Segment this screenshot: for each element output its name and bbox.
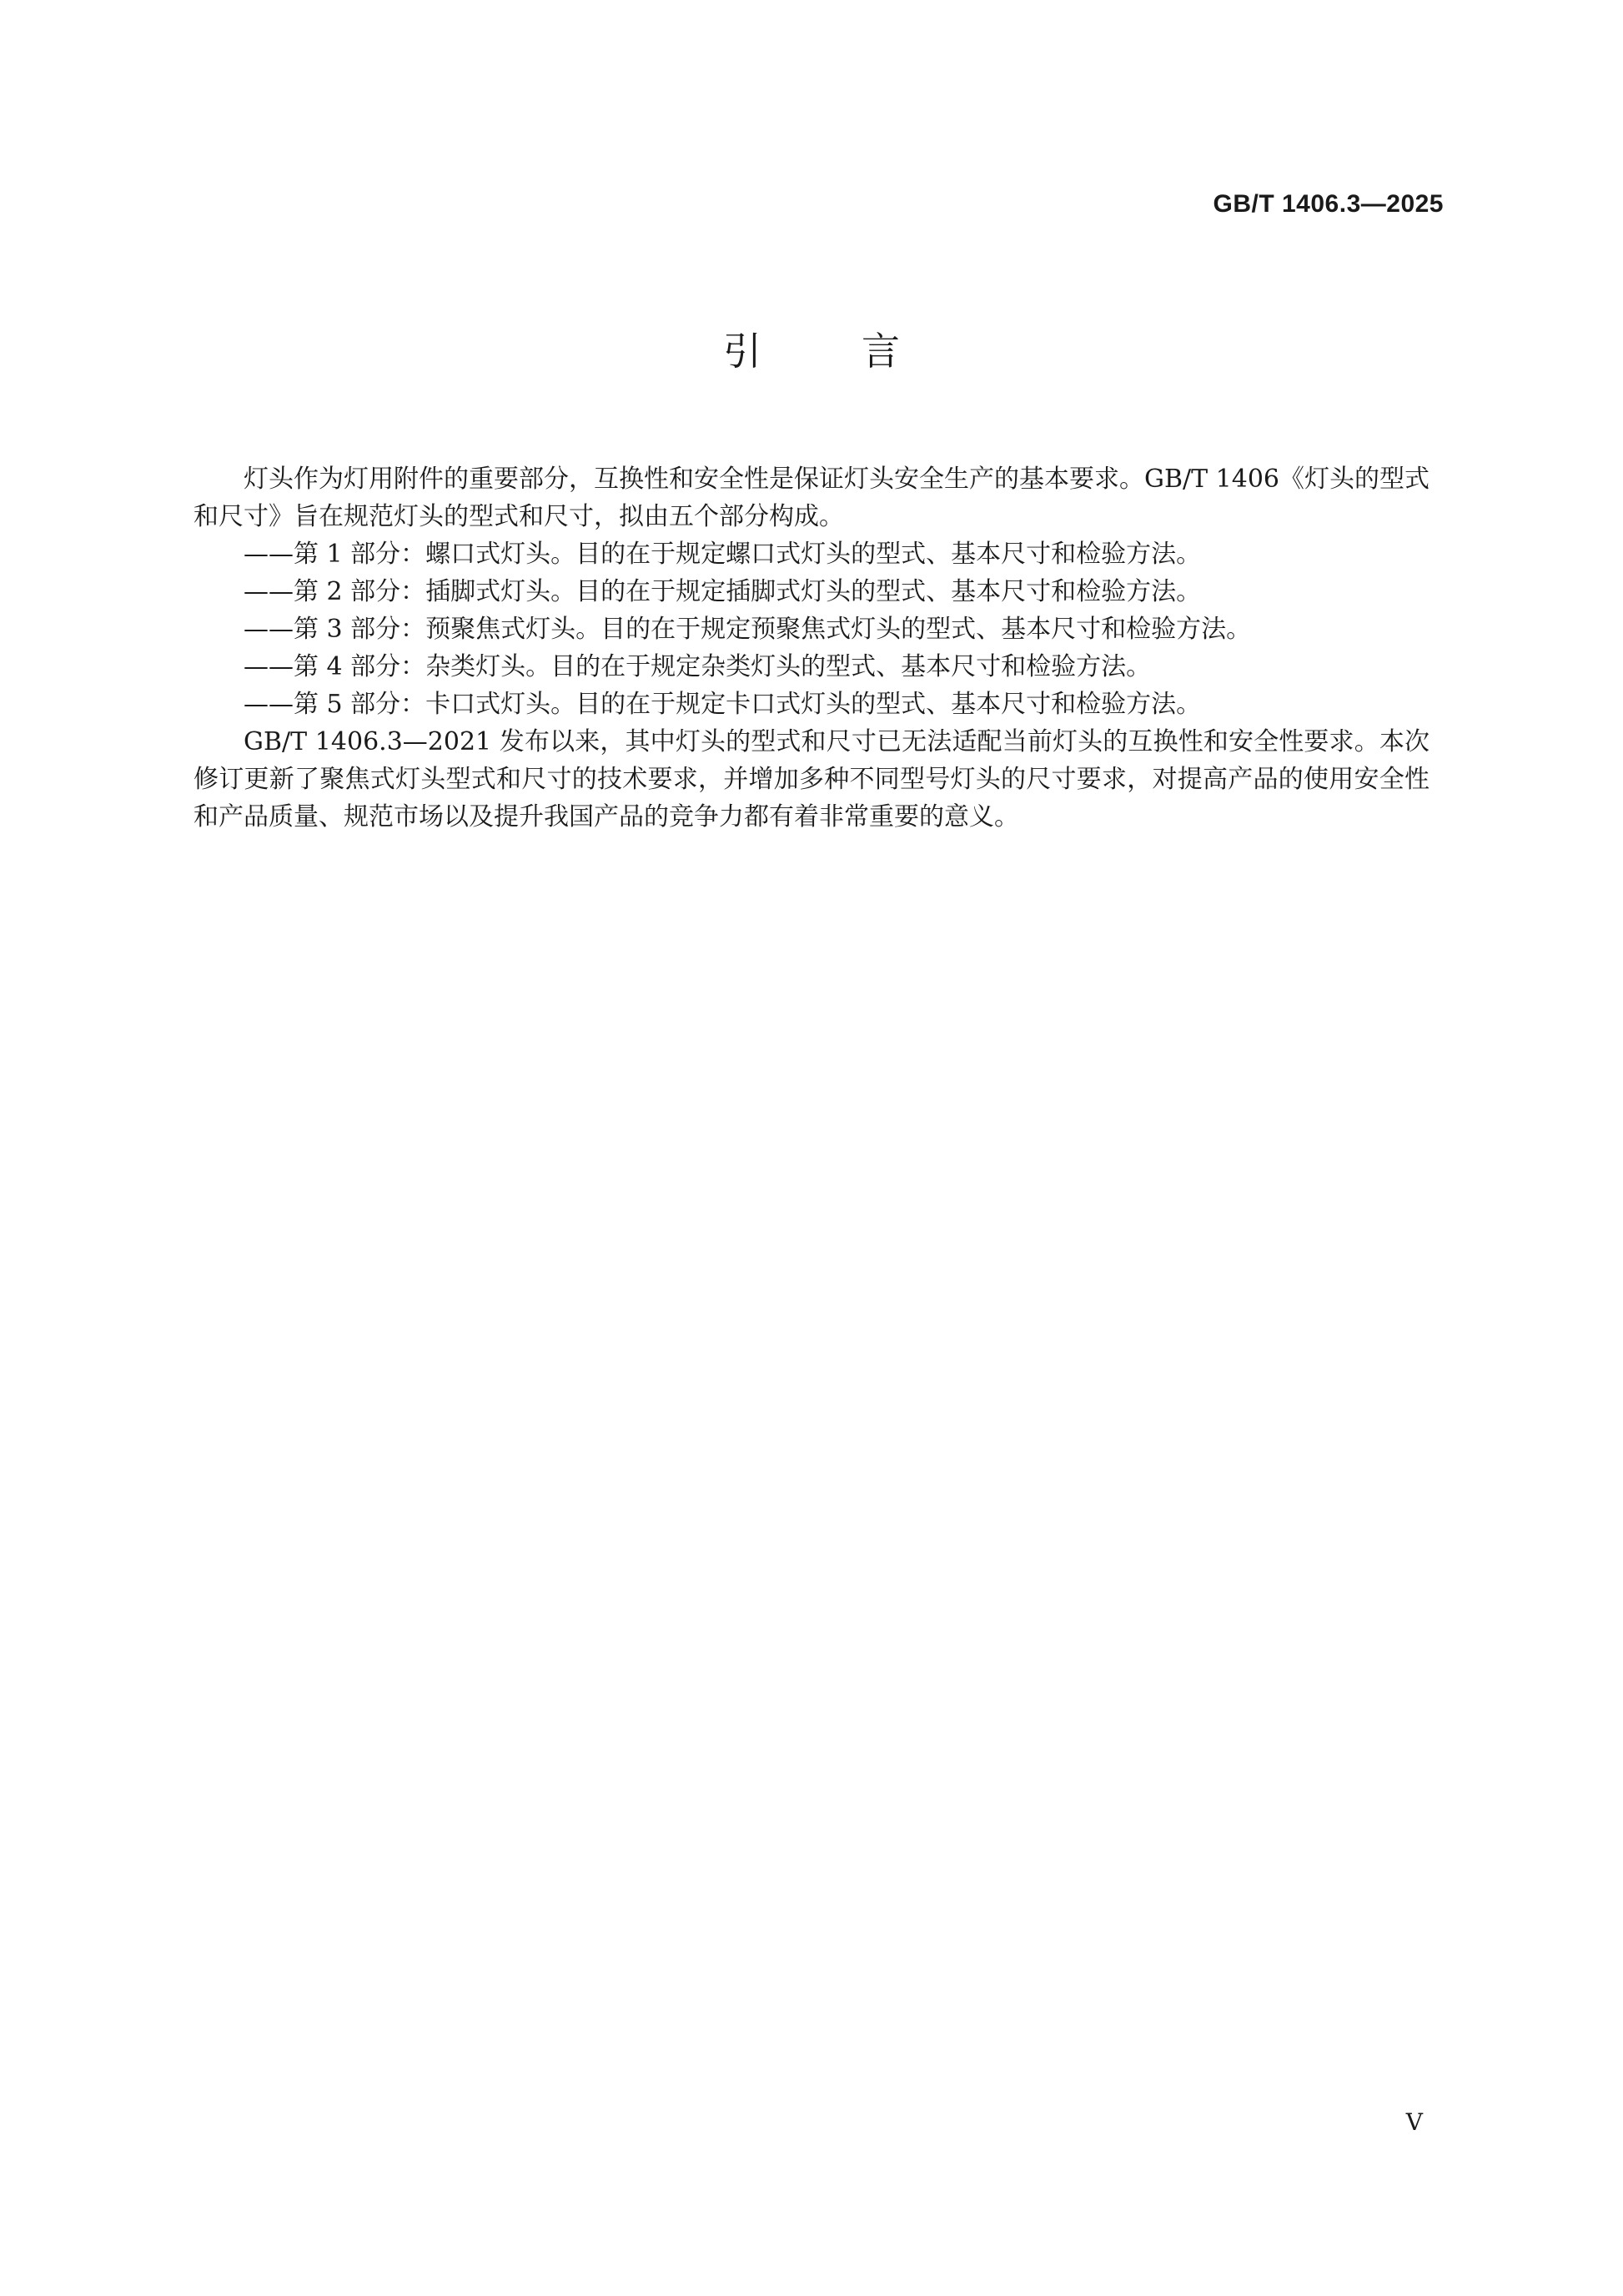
part-3-item: ——第 3 部分：预聚焦式灯头。目的在于规定预聚焦式灯头的型式、基本尺寸和检验方法。 [244, 615, 1252, 644]
part-2-item: ——第 2 部分：插脚式灯头。目的在于规定插脚式灯头的型式、基本尺寸和检验方法。 [244, 577, 1202, 606]
introduction-body [193, 460, 1430, 836]
intro-paragraph: 灯头作为灯用附件的重要部分，互换性和安全性是保证灯头安全生产的基本要求。GB/T 1406《灯头的型式和尺寸》旨在规范灯头的型式和尺寸，拟由五个部分构成。 [193, 465, 1430, 531]
revision-paragraph: GB/T 1406.3—2021 发布以来，其中灯头的型式和尺寸已无法适配当前灯头的互换性和安全性要求。本次修订更新了聚焦式灯头型式和尺寸的技术要求，并增加多种不同型号灯头的尺寸要求，对提高产品的使用安全性和产品质量、规范市场以及提升我国产品的竞争力都有着非常重要的意义。 [193, 727, 1430, 831]
page-number: V [1405, 2108, 1423, 2136]
part-4-item: ——第 4 部分：杂类灯头。目的在于规定杂类灯头的型式、基本尺寸和检验方法。 [244, 652, 1152, 681]
part-5-item: ——第 5 部分：卡口式灯头。目的在于规定卡口式灯头的型式、基本尺寸和检验方法。 [244, 690, 1202, 719]
standard-code: GB/T 1406.3—2025 [1213, 190, 1444, 218]
page-title: 引言 [723, 329, 1000, 374]
part-1-item: ——第 1 部分：螺口式灯头。目的在于规定螺口式灯头的型式、基本尺寸和检验方法。 [244, 540, 1202, 569]
